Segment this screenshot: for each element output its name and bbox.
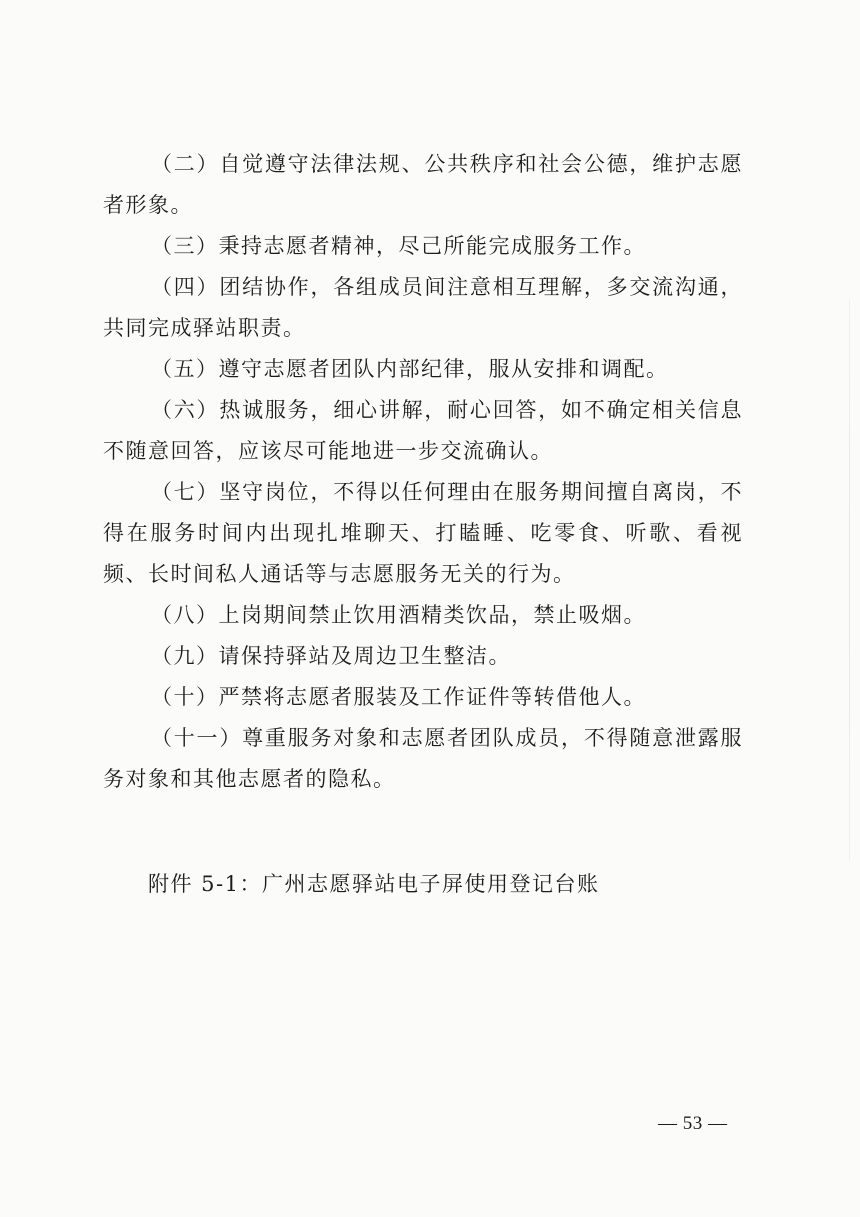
paragraph-8: （八）上岗期间禁止饮用酒精类饮品，禁止吸烟。 [151, 603, 646, 627]
paragraph-3: （三）秉持志愿者精神，尽己所能完成服务工作。 [151, 234, 646, 258]
paragraph-7: （七）坚守岗位，不得以任何理由在服务期间擅自离岗，不得在服务时间内出现扎堆聊天、打瞌睡、吃零食、听歌、看视频、长时间私人通话等与志愿服务无关的行为。 [103, 480, 743, 586]
paragraph-9: （九）请保持驿站及周边卫生整洁。 [151, 644, 511, 668]
paragraph-2: （二）自觉遵守法律法规、公共秩序和社会公德，维护志愿者形象。 [103, 152, 743, 217]
regulation-body [103, 144, 743, 800]
paragraph-5: （五）遵守志愿者团队内部纪律，服从安排和调配。 [151, 357, 669, 381]
page-number: — 53 — [658, 1113, 728, 1134]
paragraph-4: （四）团结协作，各组成员间注意相互理解，多交流沟通，共同完成驿站职责。 [103, 275, 743, 340]
attachment-reference: 附件 5-1：广州志愿驿站电子屏使用登记台账 [148, 872, 600, 896]
paragraph-10: （十）严禁将志愿者服装及工作证件等转借他人。 [151, 685, 646, 709]
scan-edge-shadow [849, 300, 850, 860]
paragraph-6: （六）热诚服务，细心讲解，耐心回答，如不确定相关信息不随意回答，应该尽可能地进一步交流确认。 [103, 398, 743, 463]
paragraph-11: （十一）尊重服务对象和志愿者团队成员，不得随意泄露服务对象和其他志愿者的隐私。 [103, 726, 743, 791]
